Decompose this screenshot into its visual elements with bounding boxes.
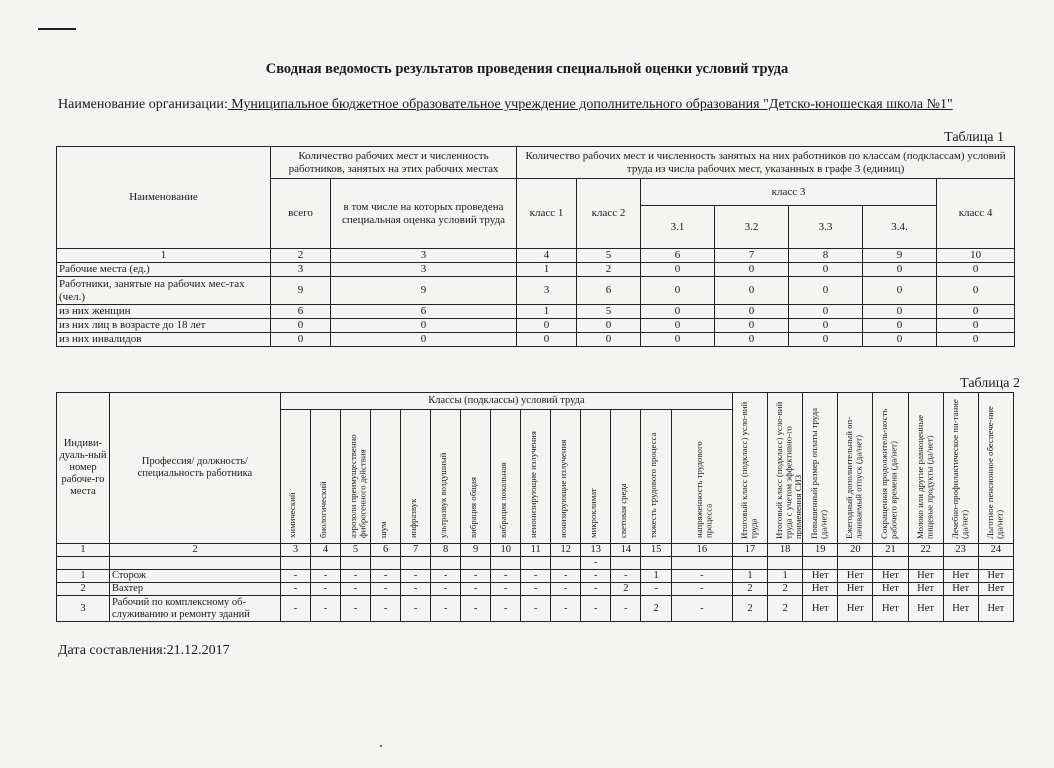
t1-cell: 6 [577, 277, 641, 305]
t2-outcome-label: Молоко или другие равноценные пищевые продукты (да/нет) [914, 414, 935, 539]
t2-column-number: 1 [57, 544, 110, 557]
vertical-label-wrap [283, 412, 308, 542]
t2-cell: - [671, 570, 732, 583]
t2-spacer-cell [611, 557, 641, 570]
t1-cell: 0 [641, 333, 715, 347]
t1-cell: 5 [577, 305, 641, 319]
t1-row-label: из них лиц в возрасте до 18 лет [57, 319, 271, 333]
t2-cell: Нет [978, 570, 1013, 583]
vertical-label-wrap [875, 393, 905, 543]
t1-column-numbers [57, 249, 1015, 263]
t2-column-number: 17 [732, 544, 767, 557]
t2-spacer-cell [521, 557, 551, 570]
t1-cell: 9 [331, 277, 517, 305]
t2-column-number: 6 [371, 544, 401, 557]
t2-factor-label: вибрация локальная [497, 462, 508, 538]
t1-row-label: Работники, занятые на рабочих мес-тах (чел.) [57, 277, 271, 305]
document-title: Сводная ведомость результатов проведения специальной оценки условий труда [265, 61, 789, 77]
t2-cell: 2 [768, 596, 803, 622]
t1-cell: 0 [331, 333, 517, 347]
t2-cell: 1 [57, 570, 110, 583]
t1-cell: 0 [577, 319, 641, 333]
t2-cell: - [671, 596, 732, 622]
t2-header-factor [671, 410, 732, 544]
t2-spacer-cell [109, 557, 280, 570]
t2-column-number: 12 [551, 544, 581, 557]
t2-cell: - [491, 570, 521, 583]
t2-cell: - [461, 583, 491, 596]
t2-spacer-cell [311, 557, 341, 570]
t2-cell: - [311, 596, 341, 622]
t2-cell: 2 [732, 583, 767, 596]
vertical-label-wrap [433, 412, 458, 542]
t2-outcome-label: Льготное пенсионное обеспече-ние (да/нет) [984, 406, 1005, 539]
t2-cell: Нет [838, 583, 873, 596]
t2-spacer-cell [491, 557, 521, 570]
t2-column-number: 11 [521, 544, 551, 557]
t2-column-number: 20 [838, 544, 873, 557]
t2-header-factor [491, 410, 521, 544]
t2-factor-label: биологический [317, 480, 328, 538]
t2-spacer-row [57, 557, 1014, 570]
t2-cell: 1 [641, 570, 672, 583]
vertical-label-wrap [911, 393, 941, 543]
t1-column-number: 6 [641, 249, 715, 263]
t2-spacer-cell [908, 557, 943, 570]
t2-spacer-cell [401, 557, 431, 570]
t2-factor-label: вибрация общая [467, 476, 478, 538]
t1-header-3-3: 3.3 [789, 206, 863, 249]
t1-header-total: всего [271, 179, 331, 249]
t2-header-factor [401, 410, 431, 544]
t2-cell: - [551, 596, 581, 622]
t2-spacer-cell [551, 557, 581, 570]
t1-cell: 0 [937, 305, 1015, 319]
t2-cell: - [491, 596, 521, 622]
t2-cell: 1 [768, 570, 803, 583]
t2-spacer-cell [978, 557, 1013, 570]
t2-cell: - [551, 583, 581, 596]
vertical-label-wrap [553, 412, 578, 542]
t1-cell: 6 [331, 305, 517, 319]
t2-cell: 2 [57, 583, 110, 596]
t2-cell: Нет [873, 583, 908, 596]
t1-column-number: 3 [331, 249, 517, 263]
t2-profession: Сторож [109, 570, 280, 583]
t2-outcome-label: Лечебно-профилактическое пи-тание (да/нет) [949, 399, 970, 539]
t2-spacer-cell [280, 557, 310, 570]
t1-cell: 0 [789, 319, 863, 333]
vertical-label-wrap [946, 393, 976, 543]
vertical-label-wrap [583, 412, 608, 542]
t1-header-count-group: Количество рабочих мест и численность работников, занятых на этих рабочих местах [271, 147, 517, 179]
t2-spacer-cell [671, 557, 732, 570]
t2-cell: Нет [803, 570, 838, 583]
t2-spacer-cell [838, 557, 873, 570]
t2-cell: - [280, 583, 310, 596]
t1-cell: 1 [517, 305, 577, 319]
vertical-label-wrap [343, 412, 368, 542]
t2-cell: - [611, 596, 641, 622]
t2-table-row [57, 583, 1014, 596]
t2-cell: - [311, 570, 341, 583]
t1-cell: 0 [715, 319, 789, 333]
t2-column-number: 3 [280, 544, 310, 557]
t2-header-outcome [803, 393, 838, 544]
t2-column-number: 16 [671, 544, 732, 557]
t2-cell: Нет [943, 583, 978, 596]
t2-spacer-cell [371, 557, 401, 570]
organization-line [58, 96, 1008, 113]
t1-cell: 0 [641, 263, 715, 277]
t2-column-number: 2 [109, 544, 280, 557]
t2-spacer-cell [461, 557, 491, 570]
t2-cell: - [581, 596, 611, 622]
t2-spacer-cell [341, 557, 371, 570]
t2-factor-label: тяжесть трудового процесса [648, 432, 659, 538]
t1-header-3-4: 3.4. [863, 206, 937, 249]
t2-header-id: Индиви-дуаль-ный номер рабоче-го места [57, 393, 110, 544]
compilation-date: Дата составления:21.12.2017 [58, 643, 230, 658]
t2-header-outcome [873, 393, 908, 544]
t2-column-number: 21 [873, 544, 908, 557]
t2-cell: - [431, 583, 461, 596]
vertical-label-wrap [840, 393, 870, 543]
t2-cell: - [641, 583, 672, 596]
t2-column-number: 14 [611, 544, 641, 557]
t2-header-outcome [908, 393, 943, 544]
t2-column-number: 18 [768, 544, 803, 557]
t2-cell: - [401, 596, 431, 622]
t2-cell: - [611, 570, 641, 583]
t2-spacer-cell: - [581, 557, 611, 570]
vertical-label-wrap [981, 393, 1011, 543]
workplaces-table [56, 392, 1014, 622]
t2-table-row [57, 570, 1014, 583]
t2-cell: - [401, 583, 431, 596]
organization-label: Наименование организации: [58, 97, 228, 112]
t1-table-row [57, 305, 1015, 319]
t1-column-number: 4 [517, 249, 577, 263]
t2-cell: - [371, 570, 401, 583]
t1-column-number: 10 [937, 249, 1015, 263]
t2-factor-label: микроклимат [587, 487, 598, 538]
vertical-label-wrap [805, 393, 835, 543]
t1-cell: 0 [517, 333, 577, 347]
t1-cell: 0 [641, 277, 715, 305]
t2-cell: Нет [978, 583, 1013, 596]
t2-spacer-cell [873, 557, 908, 570]
top-corner-mark [38, 28, 76, 30]
t2-cell: - [401, 570, 431, 583]
t2-column-number: 10 [491, 544, 521, 557]
t1-table-row [57, 263, 1015, 277]
t2-cell: Нет [838, 596, 873, 622]
t2-outcome-label: Сокращенная продолжитель-ность рабочего времени (да/нет) [879, 408, 899, 539]
t2-cell: - [521, 596, 551, 622]
t2-header-outcome [732, 393, 767, 544]
t2-spacer-cell [732, 557, 767, 570]
table1-label: Таблица 1 [944, 130, 1004, 145]
t2-cell: 2 [732, 596, 767, 622]
vertical-label-wrap [523, 412, 548, 542]
t2-header-factor [371, 410, 401, 544]
t1-cell: 0 [715, 333, 789, 347]
t2-header-factor [341, 410, 371, 544]
t2-outcome-label: Итоговый класс (подкласс) усло-вий труда с учетом эффективно-го применения СИЗ [774, 401, 804, 539]
t2-cell: 2 [611, 583, 641, 596]
t2-cell: - [431, 570, 461, 583]
t2-cell: - [371, 596, 401, 622]
t2-outcome-label: Повышенный размер оплаты труда (да/нет) [809, 407, 829, 539]
t1-header-class-group: Количество рабочих мест и численность занятых на них работников по классам (подклассам) условий труда из числа рабочих мест, указанных в графе 3 (единиц) [517, 147, 1015, 179]
organization-name: Муниципальное бюджетное образовательное учреждение дополнительного образования "Детско-юношеская школа №1" [227, 97, 953, 112]
t1-cell: 0 [331, 319, 517, 333]
t1-cell: 0 [641, 319, 715, 333]
t2-factor-label: аэрозоли преимущественно фиброгенного действия [347, 434, 368, 538]
t1-cell: 0 [863, 277, 937, 305]
t1-cell: 3 [271, 263, 331, 277]
t2-cell: - [581, 570, 611, 583]
t1-column-number: 9 [863, 249, 937, 263]
t2-factor-label: химический [287, 492, 298, 538]
t1-header-class3: класс 3 [641, 179, 937, 206]
t2-factor-label: световая среда [617, 482, 628, 538]
t2-factor-label: напряженность трудового процесса [693, 440, 714, 538]
t1-cell: 0 [789, 263, 863, 277]
t2-column-number: 24 [978, 544, 1013, 557]
t1-cell: 0 [715, 305, 789, 319]
t2-spacer-cell [641, 557, 672, 570]
t2-header-factor [280, 410, 310, 544]
t1-cell: 0 [715, 263, 789, 277]
vertical-label-wrap [674, 412, 730, 542]
t1-row-label: Рабочие места (ед.) [57, 263, 271, 277]
vertical-label-wrap [313, 412, 338, 542]
t2-table-row [57, 596, 1014, 622]
vertical-label-wrap [770, 393, 804, 543]
t1-table-row [57, 333, 1015, 347]
t1-header-assessed: в том числе на которых проведена специальная оценка условий труда [331, 179, 517, 249]
t2-cell: Нет [803, 596, 838, 622]
t2-cell: Нет [908, 596, 943, 622]
t1-header-3-2: 3.2 [715, 206, 789, 249]
t1-column-number: 5 [577, 249, 641, 263]
t2-spacer-cell [431, 557, 461, 570]
t1-cell: 0 [715, 277, 789, 305]
t2-cell: 2 [641, 596, 672, 622]
t2-cell: - [491, 583, 521, 596]
t1-cell: 0 [937, 319, 1015, 333]
t2-header-factor [551, 410, 581, 544]
vertical-label-wrap [403, 412, 428, 542]
t1-cell: 0 [789, 277, 863, 305]
t2-cell: Нет [943, 570, 978, 583]
t2-header-outcome [943, 393, 978, 544]
t2-column-number: 4 [311, 544, 341, 557]
t1-cell: 2 [577, 263, 641, 277]
paper-speck [380, 745, 382, 747]
t1-column-number: 8 [789, 249, 863, 263]
t1-cell: 6 [271, 305, 331, 319]
t2-column-number: 15 [641, 544, 672, 557]
t1-cell: 0 [863, 305, 937, 319]
t2-profession: Вахтер [109, 583, 280, 596]
t2-cell: Нет [943, 596, 978, 622]
t1-column-number: 2 [271, 249, 331, 263]
t2-cell: - [371, 583, 401, 596]
t1-table-row [57, 319, 1015, 333]
t1-column-number: 7 [715, 249, 789, 263]
t1-cell: 0 [517, 319, 577, 333]
t2-cell: - [551, 570, 581, 583]
t2-factor-label: неионизирующие излучения [527, 430, 538, 538]
t2-factor-label: ультразвук воздушный [437, 452, 448, 538]
t2-spacer-cell [768, 557, 803, 570]
summary-table [56, 146, 1015, 347]
t2-cell: 1 [732, 570, 767, 583]
t1-cell: 9 [271, 277, 331, 305]
t2-header-classes-group: Классы (подклассы) условий труда [280, 393, 732, 410]
t1-column-number: 1 [57, 249, 271, 263]
t1-cell: 0 [937, 277, 1015, 305]
t2-column-number: 5 [341, 544, 371, 557]
t2-cell: - [280, 596, 310, 622]
vertical-label-wrap [613, 412, 638, 542]
t1-header-class2: класс 2 [577, 179, 641, 249]
t1-cell: 3 [331, 263, 517, 277]
t2-header-factor [431, 410, 461, 544]
t2-cell: - [461, 570, 491, 583]
t2-header-factor [611, 410, 641, 544]
vertical-label-wrap [643, 412, 669, 542]
t2-spacer-cell [57, 557, 110, 570]
t2-factor-label: инфразвук [407, 498, 418, 538]
t2-header-profession: Профессия/ должность/ специальность работника [109, 393, 280, 544]
t1-cell: 0 [863, 333, 937, 347]
t2-column-number: 7 [401, 544, 431, 557]
t2-column-number: 8 [431, 544, 461, 557]
t2-cell: - [671, 583, 732, 596]
t1-cell: 0 [789, 333, 863, 347]
t2-header-factor [521, 410, 551, 544]
t1-header-name: Наименование [57, 147, 271, 249]
vertical-label-wrap [373, 412, 398, 542]
t1-cell: 0 [789, 305, 863, 319]
t2-cell: - [341, 570, 371, 583]
t2-cell: - [581, 583, 611, 596]
t2-cell: - [341, 583, 371, 596]
t2-cell: - [341, 596, 371, 622]
vertical-label-wrap [493, 412, 518, 542]
t2-cell: - [521, 570, 551, 583]
t2-header-outcome [838, 393, 873, 544]
t1-table-row [57, 277, 1015, 305]
t1-cell: 1 [517, 263, 577, 277]
t2-cell: Нет [873, 596, 908, 622]
t2-header-factor [641, 410, 672, 544]
t2-header-factor [581, 410, 611, 544]
t1-row-label: из них женщин [57, 305, 271, 319]
t2-column-number: 9 [461, 544, 491, 557]
t2-cell: - [461, 596, 491, 622]
t1-header-class1: класс 1 [517, 179, 577, 249]
t2-header-factor [311, 410, 341, 544]
t1-cell: 0 [577, 333, 641, 347]
t1-header-class4: класс 4 [937, 179, 1015, 249]
vertical-label-wrap [463, 412, 488, 542]
t1-cell: 0 [863, 263, 937, 277]
t2-cell: Нет [908, 583, 943, 596]
t2-factor-label: шум [377, 521, 388, 538]
t1-header-3-1: 3.1 [641, 206, 715, 249]
t2-column-number: 22 [908, 544, 943, 557]
t2-cell: 2 [768, 583, 803, 596]
t2-cell: 3 [57, 596, 110, 622]
t2-outcome-label: Итоговый класс (подкласс) усло-вий труда [739, 401, 759, 539]
t2-cell: Нет [978, 596, 1013, 622]
t2-column-number: 23 [943, 544, 978, 557]
t2-column-numbers [57, 544, 1014, 557]
vertical-label-wrap [735, 393, 765, 543]
table2-label: Таблица 2 [960, 376, 1020, 391]
t2-header-outcome [978, 393, 1013, 544]
t1-row-label: из них инвалидов [57, 333, 271, 347]
t1-cell: 3 [517, 277, 577, 305]
t2-cell: Нет [908, 570, 943, 583]
t2-outcome-label: Ежегодный дополнительный оп-лачиваемый отпуск (да/нет) [844, 416, 864, 539]
t2-profession: Рабочий по комплексному об-служиванию и ремонту зданий [109, 596, 280, 622]
t2-cell: Нет [838, 570, 873, 583]
t2-cell: - [521, 583, 551, 596]
t2-header-outcome [768, 393, 803, 544]
t2-cell: Нет [803, 583, 838, 596]
t2-cell: Нет [873, 570, 908, 583]
t2-cell: - [280, 570, 310, 583]
t2-spacer-cell [803, 557, 838, 570]
t2-header-factor [461, 410, 491, 544]
t1-cell: 0 [271, 319, 331, 333]
t1-cell: 0 [937, 263, 1015, 277]
t1-cell: 0 [863, 319, 937, 333]
t2-cell: - [431, 596, 461, 622]
t1-cell: 0 [641, 305, 715, 319]
t2-cell: - [311, 583, 341, 596]
t2-spacer-cell [943, 557, 978, 570]
t1-cell: 0 [937, 333, 1015, 347]
t2-factor-label: ионизирующие излучения [557, 439, 568, 538]
t1-cell: 0 [271, 333, 331, 347]
t2-column-number: 19 [803, 544, 838, 557]
t2-column-number: 13 [581, 544, 611, 557]
